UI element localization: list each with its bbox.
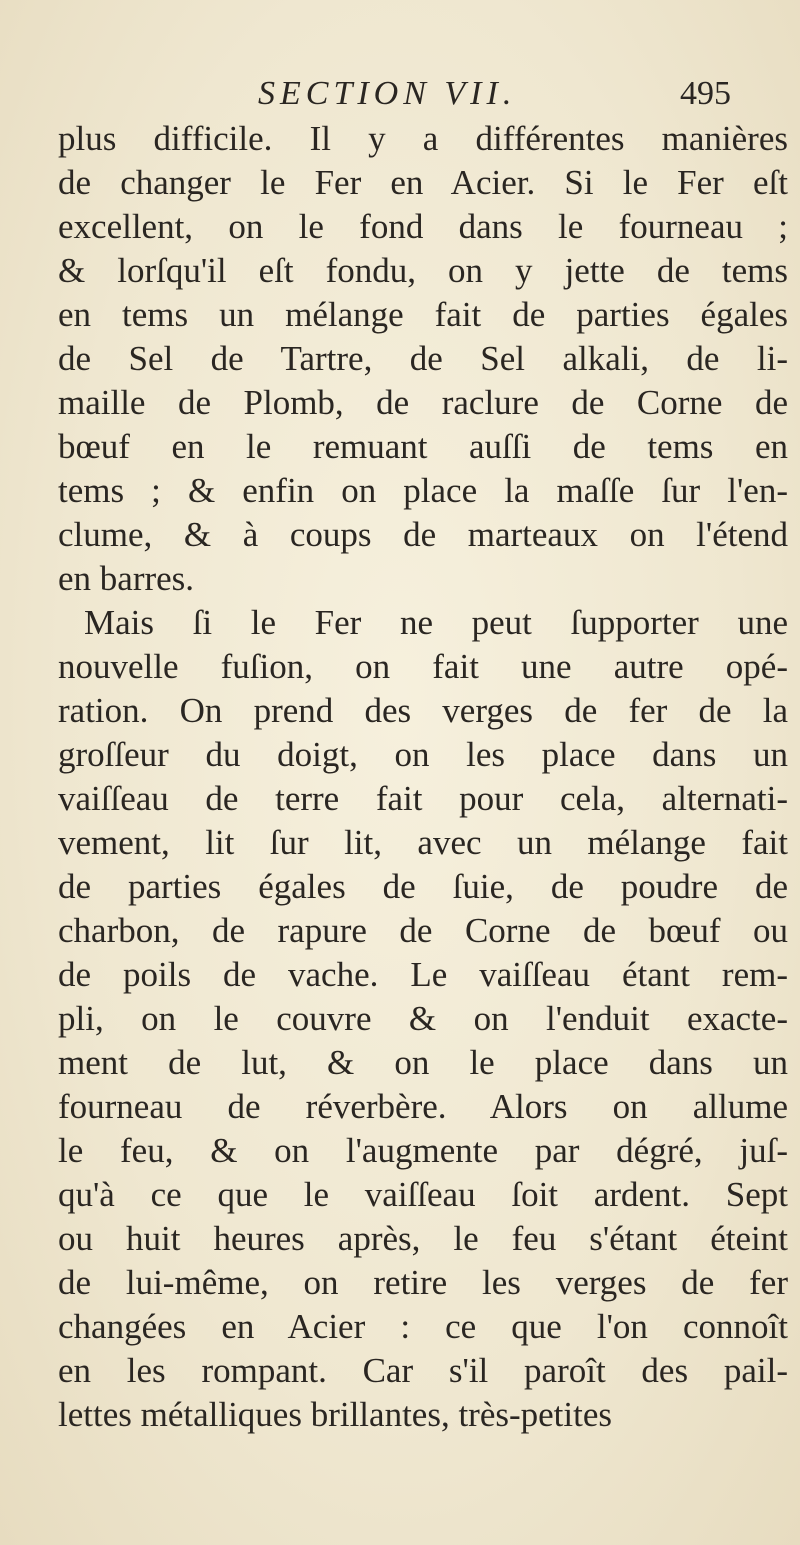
text-line: maille de Plomb, de raclure de Corne de [58, 383, 788, 422]
text-line: vaiſſeau de terre fait pour cela, alternati- [58, 779, 788, 818]
text-line: en barres. [58, 559, 195, 598]
page-number: 495 [680, 75, 731, 112]
text-line: fourneau de réverbère. Alors on allume [58, 1087, 788, 1126]
text-line: nouvelle fuſion, on fait une autre opé- [58, 647, 788, 686]
text-line: de parties égales de ſuie, de poudre de [58, 867, 788, 906]
text-line: ration. On prend des verges de fer de la [58, 691, 788, 730]
text-line: vement, lit ſur lit, avec un mélange fait [58, 823, 788, 862]
text-line: qu'à ce que le vaiſſeau ſoit ardent. Sept [58, 1175, 788, 1214]
text-line: de changer le Fer en Acier. Si le Fer eſt [58, 163, 788, 202]
text-line: en les rompant. Car s'il paroît des pail- [58, 1351, 788, 1390]
text-line: lettes métalliques brillantes, très-petites [58, 1395, 613, 1434]
text-line: bœuf en le remuant auſſi de tems en [58, 427, 788, 466]
text-line: excellent, on le fond dans le fourneau ; [58, 207, 788, 246]
text-line: clume, & à coups de marteaux on l'étend [58, 515, 788, 554]
text-line: tems ; & enfin on place la maſſe ſur l'en- [58, 471, 788, 510]
body-text [58, 117, 788, 1437]
running-title: SECTION VII. [258, 75, 517, 112]
text-line: ou huit heures après, le feu s'étant éteint [58, 1219, 788, 1258]
page-header [0, 72, 800, 116]
text-line: pli, on le couvre & on l'enduit exacte- [58, 999, 788, 1038]
text-line: ment de lut, & on le place dans un [58, 1043, 788, 1082]
text-line: de poils de vache. Le vaiſſeau étant rem- [58, 955, 788, 994]
text-line: de Sel de Tartre, de Sel alkali, de li- [58, 339, 788, 378]
text-line: le feu, & on l'augmente par dégré, juſ- [58, 1131, 788, 1170]
text-line: plus difficile. Il y a différentes manières [58, 119, 788, 158]
text-line: groſſeur du doigt, on les place dans un [58, 735, 788, 774]
text-line: Mais ſi le Fer ne peut ſupporter une [84, 603, 788, 642]
text-line: charbon, de rapure de Corne de bœuf ou [58, 911, 788, 950]
text-line: changées en Acier : ce que l'on connoît [58, 1307, 788, 1346]
text-line: & lorſqu'il eſt fondu, on y jette de tems [58, 251, 788, 290]
text-line: en tems un mélange fait de parties égales [58, 295, 788, 334]
text-line: de lui-même, on retire les verges de fer [58, 1263, 788, 1302]
